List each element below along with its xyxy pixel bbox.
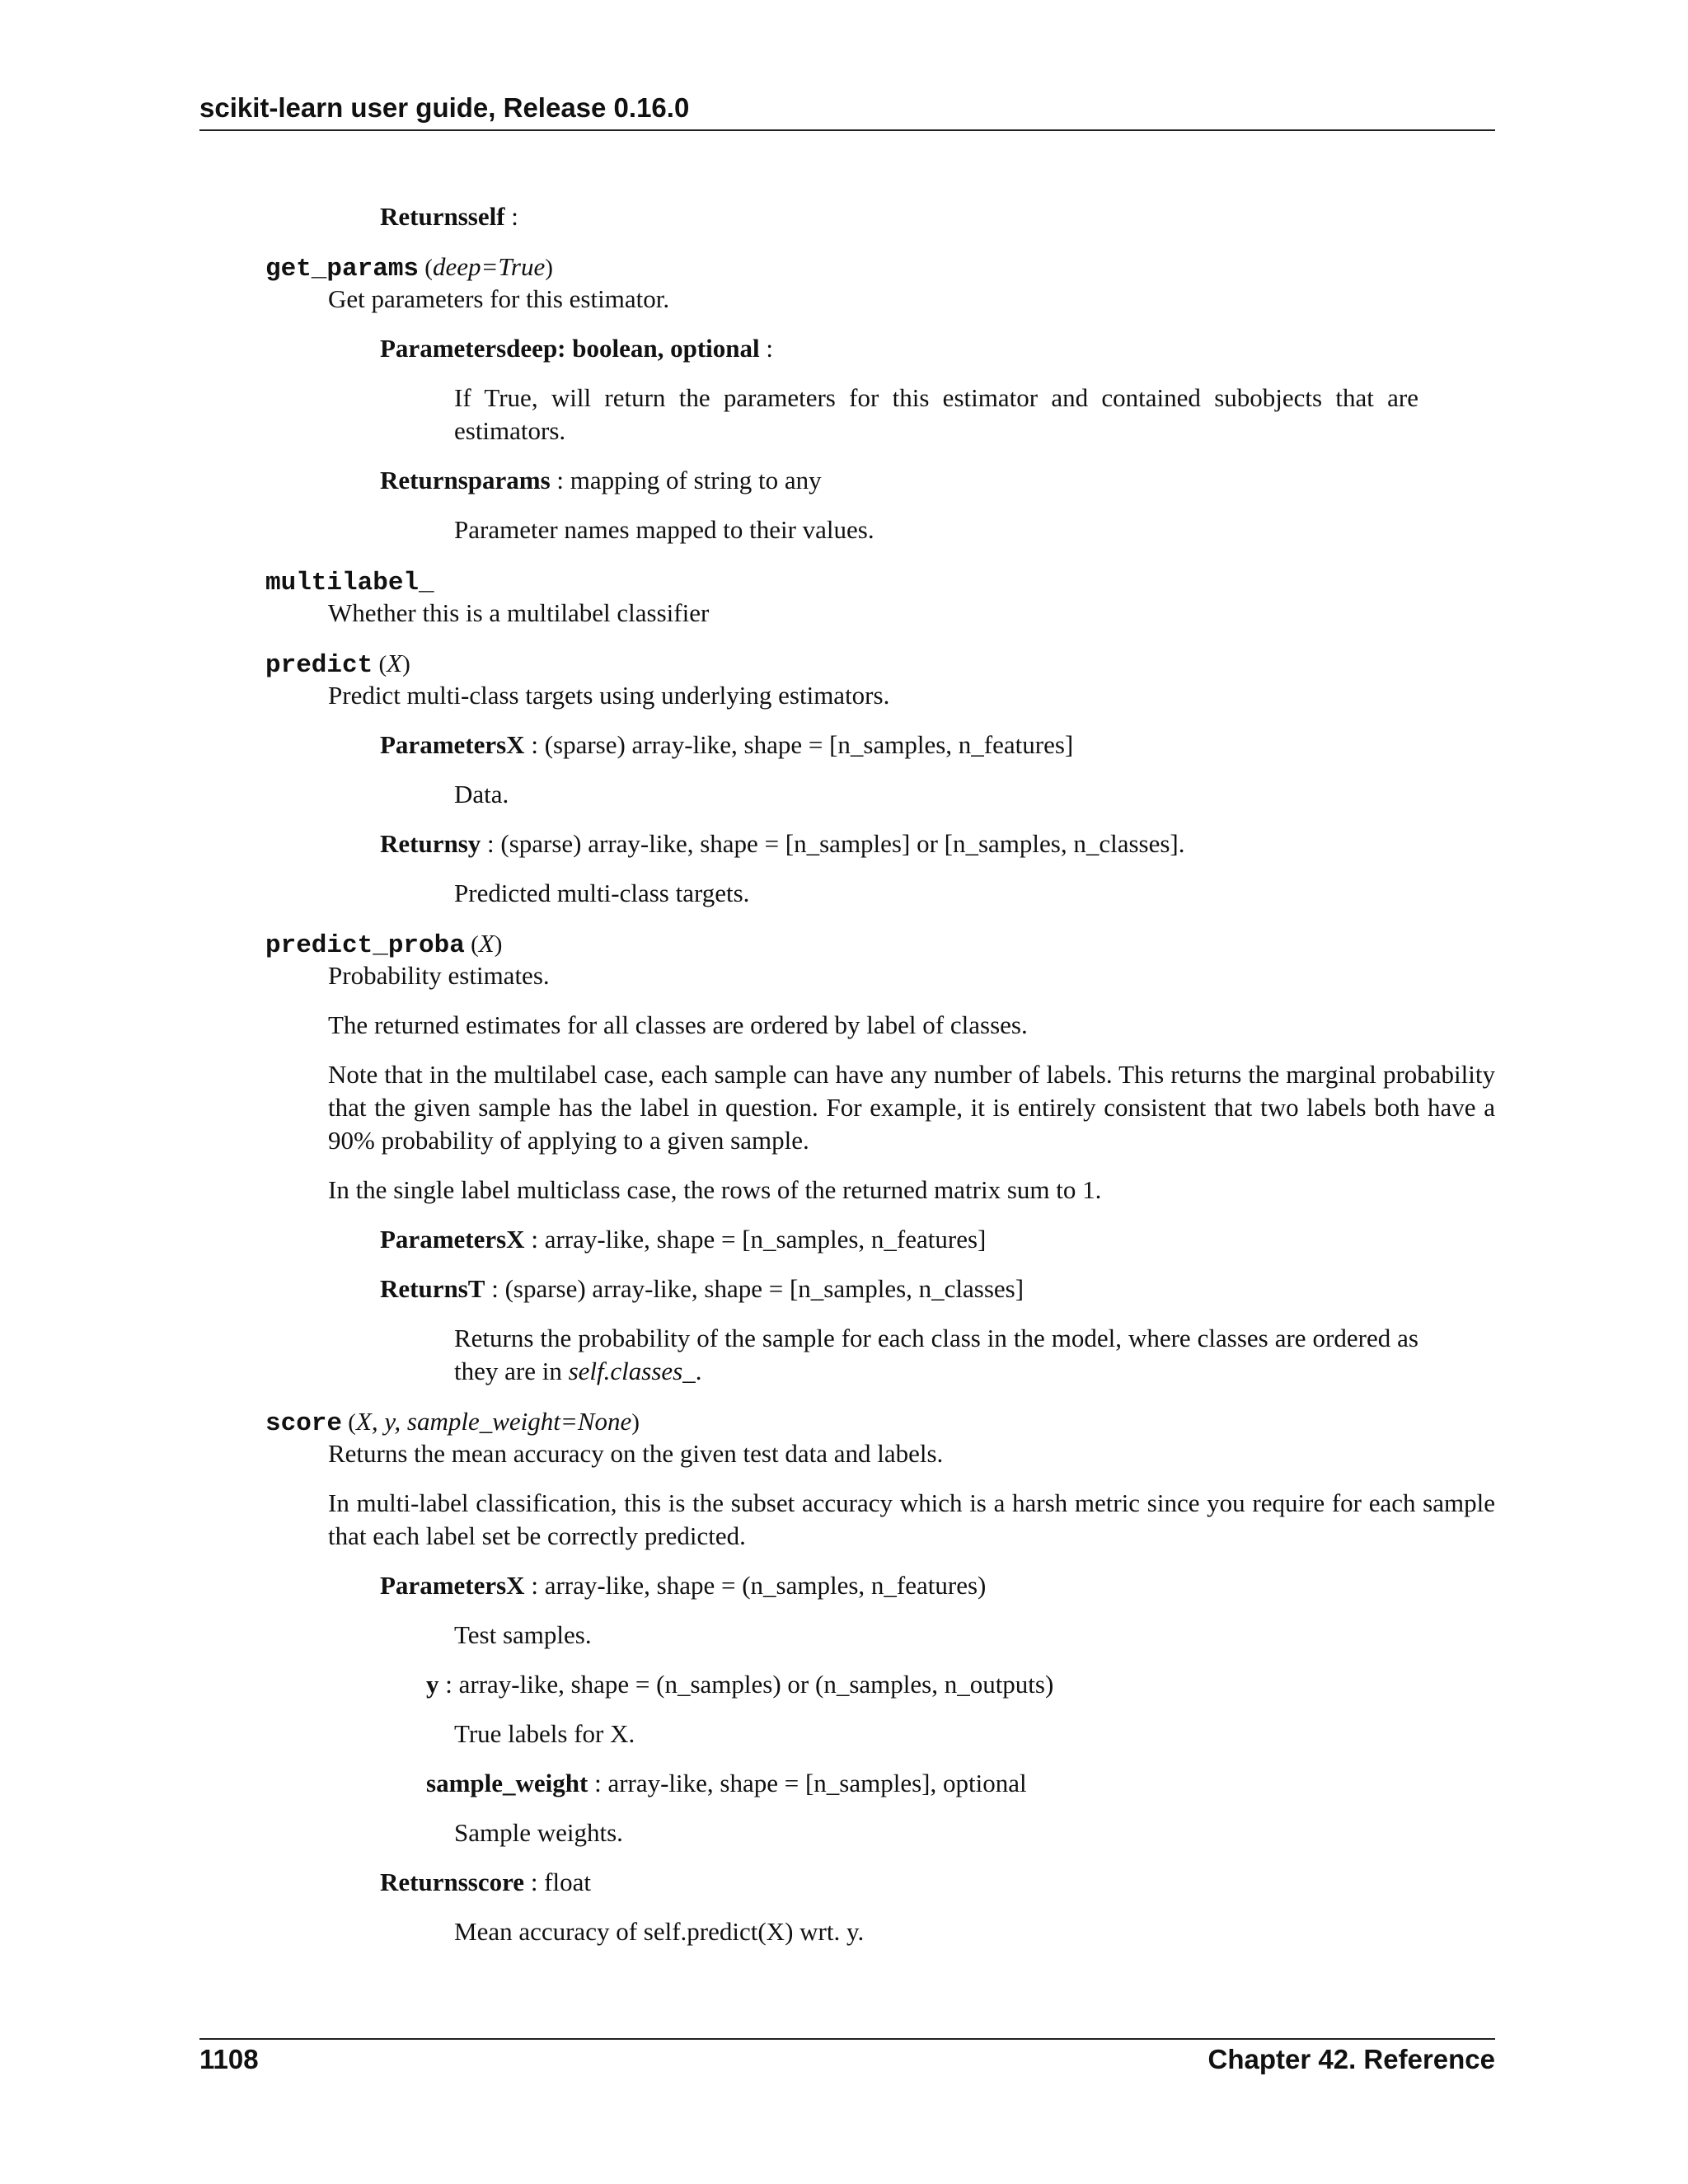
self-classes-ref: self.classes_ [568,1357,696,1385]
header-rule [199,129,1495,131]
score-params-desc: Test samples. [454,1620,592,1649]
predict-name: predict [265,651,373,680]
multilabel-desc: Whether this is a multilabel classifier [328,598,710,627]
get-params-returns-line: Returnsparams : mapping of string to any [380,466,822,494]
predict-returns-label: Returnsy [380,829,481,858]
get-params-returns-label: Returnsparams [380,466,551,494]
running-header: scikit-learn user guide, Release 0.16.0 [199,92,690,123]
chapter-title: Chapter 42. Reference [1207,2044,1495,2074]
predict-signature: predict (X) [265,649,410,680]
get-params-args: deep=True [432,252,546,281]
multilabel-name: multilabel_ [265,569,434,598]
returns-self-sep: : [504,202,518,231]
score-signature: score (X, y, sample_weight=None) [265,1407,640,1438]
predict-proba-returns-label: ReturnsT [380,1274,485,1303]
predict-returns-line: Returnsy : (sparse) array-like, shape = [n_samples] or [n_samples, n_classes]. [380,829,1185,858]
get-params-desc: Get parameters for this estimator. [328,284,670,313]
predict-proba-returns-line: ReturnsT : (sparse) array-like, shape = [n_samples, n_classes] [380,1274,1025,1303]
score-returns-desc: Mean accuracy of self.predict(X) wrt. y. [454,1917,865,1946]
score-sample-weight-desc: Sample weights. [454,1818,623,1847]
score-returns-label: Returnsscore [380,1868,525,1896]
predict-proba-args: X [478,929,495,958]
returns-self-label: Returnsself [380,202,505,231]
predict-proba-returns-desc: Returns the probability of the sample for each class in the model, where classes are ordered as they are in self.classes_. [454,1324,1418,1385]
get-params-params-line: Parametersdeep: boolean, optional : [380,334,774,363]
score-args: X, y, sample_weight=None [355,1407,632,1436]
score-desc: Returns the mean accuracy on the given test data and labels. [328,1439,944,1468]
predict-proba-para2: Note that in the multilabel case, each sample can have any number of labels. This returns the marginal probability that the given sample has the label in question. For example, it is entirely consistent that two labels both have a 90% probability of applying to a given sample. [328,1060,1495,1155]
footer-rule [199,2038,1495,2040]
score-name: score [265,1409,343,1438]
get-params-name: get_params [265,255,420,284]
score-y-line: y : array-like, shape = (n_samples) or (n_samples, n_outputs) [426,1670,1054,1699]
score-params-line: ParametersX : array-like, shape = (n_samples, n_features) [380,1571,987,1600]
predict-params-desc: Data. [454,780,509,808]
page-number: 1108 [199,2044,259,2074]
score-sample-weight-line: sample_weight : array-like, shape = [n_samples], optional [426,1769,1027,1797]
get-params-signature: get_params (deep=True) [265,252,553,284]
score-returns-line: Returnsscore : float [380,1868,591,1896]
predict-proba-signature: predict_proba (X) [265,929,503,960]
predict-proba-name: predict_proba [265,931,465,960]
get-params-returns-desc: Parameter names mapped to their values. [454,515,874,544]
predict-args: X [387,649,403,677]
score-y-label: y [426,1670,439,1699]
get-params-params-label: Parametersdeep: boolean, optional [380,334,760,363]
predict-proba-params-line: ParametersX : array-like, shape = [n_samples, n_features] [380,1225,987,1254]
predict-params-label: ParametersX [380,730,525,759]
score-sample-weight-label: sample_weight [426,1769,588,1797]
multilabel-signature [265,565,434,600]
predict-params-line: ParametersX : (sparse) array-like, shape = [n_samples, n_features] [380,730,1074,759]
predict-returns-desc: Predicted multi-class targets. [454,879,750,907]
score-y-desc: True labels for X. [454,1719,635,1748]
get-params-params-desc: If True, will return the parameters for this estimator and contained subobjects that are estimators. [454,383,1418,445]
predict-proba-para3: In the single label multiclass case, the rows of the returned matrix sum to 1. [328,1175,1102,1204]
score-para1: In multi-label classification, this is the subset accuracy which is a harsh metric since you require for each sample that each label set be correctly predicted. [328,1488,1495,1550]
predict-proba-params-label: ParametersX [380,1225,525,1254]
score-params-label: ParametersX [380,1571,525,1600]
predict-proba-desc: Probability estimates. [328,961,550,990]
predict-proba-para1: The returned estimates for all classes are ordered by label of classes. [328,1010,1028,1039]
returns-self-line [380,200,518,233]
predict-desc: Predict multi-class targets using underlying estimators. [328,681,890,710]
